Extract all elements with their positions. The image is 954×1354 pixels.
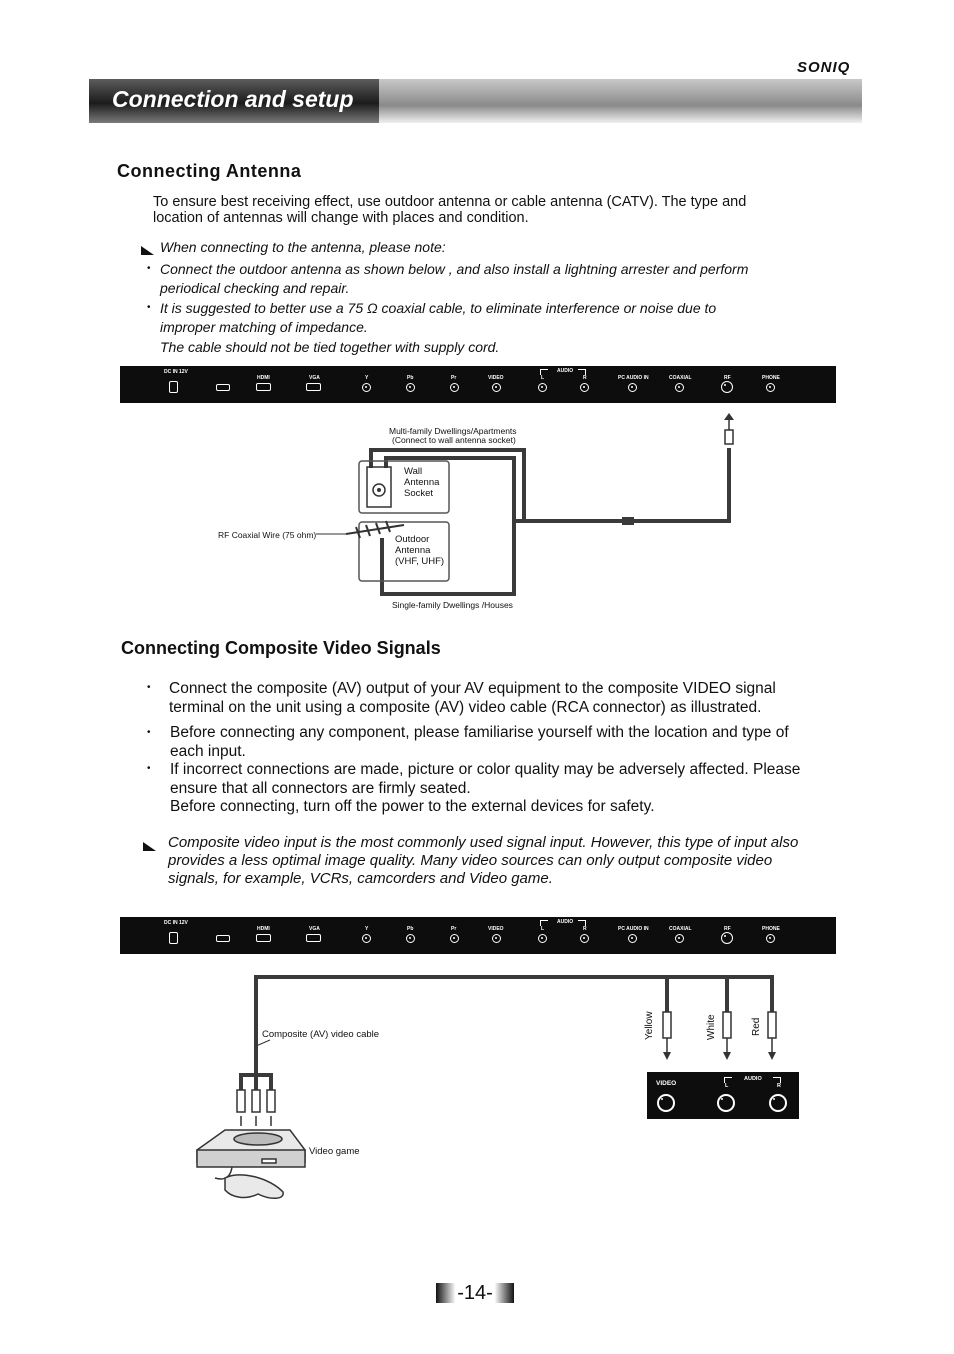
r-label: R: [583, 926, 587, 932]
y-label: Y: [365, 926, 369, 932]
multi-family-sub: (Connect to wall antenna socket): [392, 435, 516, 445]
composite-note-2: provides a less optimal image quality. Many video sources can only output composite video: [168, 852, 773, 869]
bullet-icon: •: [147, 763, 151, 774]
antenna-bullet1-2: periodical checking and repair.: [160, 280, 350, 296]
page-title: Connection and setup: [112, 86, 354, 112]
composite-bullet3-1: If incorrect connections are made, picture or color quality may be adversely affected. Please: [170, 761, 801, 778]
pc-audio-label: PC AUDIO IN: [618, 926, 649, 932]
antenna-bullet2-3: The cable should not be tied together with supply cord.: [160, 339, 500, 355]
bullet-icon: •: [147, 727, 151, 738]
vga-label: VGA: [309, 926, 320, 932]
antenna-bullet2-2: improper matching of impedance.: [160, 319, 368, 335]
video-label: VIDEO: [488, 375, 504, 381]
composite-heading: Connecting Composite Video Signals: [121, 638, 441, 658]
brand-logo: SONIQ: [797, 59, 851, 76]
composite-bullet3-2: ensure that all connectors are firmly seated.: [170, 780, 471, 797]
phone-label: PHONE: [762, 926, 780, 932]
phone-label: PHONE: [762, 375, 780, 381]
dc-label: DC IN 12V: [164, 369, 188, 375]
composite-note-3: signals, for example, VCRs, camcorders and Video game.: [168, 870, 553, 887]
antenna-intro-1: To ensure best receiving effect, use outdoor antenna or cable antenna (CATV). The type and: [153, 194, 747, 210]
outdoor-label-3: (VHF, UHF): [395, 556, 445, 567]
outdoor-label-1: Outdoor: [395, 534, 430, 545]
red-label: Red: [751, 1017, 762, 1036]
pc-audio-label: PC AUDIO IN: [618, 375, 649, 381]
audio-label: AUDIO: [557, 919, 574, 925]
composite-bullet1-1: Connect the composite (AV) output of your AV equipment to the composite VIDEO signal: [169, 680, 776, 697]
box-r-label: R: [777, 1083, 781, 1089]
box-audio-r-jack: [769, 1094, 787, 1112]
composite-bullet2-1: Before connecting any component, please familiarise yourself with the location and type of: [170, 724, 789, 741]
pb-label: Pb: [407, 926, 414, 932]
pr-label: Pr: [451, 375, 457, 381]
wall-label-2: Antenna: [404, 477, 440, 488]
av-device-panel: [647, 1072, 799, 1119]
video-label: VIDEO: [488, 926, 504, 932]
pb-label: Pb: [407, 375, 414, 381]
hdmi-label: HDMI: [257, 375, 270, 381]
av-cable-label: Composite (AV) video cable: [262, 1029, 380, 1040]
box-audio-label: AUDIO: [744, 1076, 762, 1082]
box-l-label: L: [725, 1083, 729, 1089]
box-video-jack: [657, 1094, 675, 1112]
antenna-bullet1-1: Connect the outdoor antenna as shown below , and also install a lightning arrester and perform: [160, 261, 749, 277]
box-audio-l-jack: [717, 1094, 735, 1112]
wall-label-3: Socket: [404, 488, 434, 499]
bullet-icon: •: [147, 302, 151, 313]
white-label: White: [706, 1014, 717, 1040]
wall-label-1: Wall: [404, 466, 423, 477]
multi-family-label: Multi-family Dwellings/Apartments: [389, 426, 517, 436]
outdoor-label-2: Antenna: [395, 545, 431, 556]
box-video-label: VIDEO: [656, 1080, 677, 1087]
antenna-heading: Connecting Antenna: [117, 161, 302, 181]
l-label: L: [541, 375, 545, 381]
page-number: -14-: [457, 1282, 493, 1304]
coaxial-label: COAXIAL: [669, 926, 692, 932]
bullet-icon: •: [147, 263, 151, 274]
antenna-bullet2-1: It is suggested to better use a 75 Ω coaxial cable, to eliminate interference or noise due to: [160, 300, 717, 316]
hdmi-label: HDMI: [257, 926, 270, 932]
pr-label: Pr: [451, 926, 457, 932]
bullet-icon: •: [147, 682, 151, 693]
y-label: Y: [365, 375, 369, 381]
rf-label: RF: [724, 375, 731, 381]
composite-note-1: Composite video input is the most commonly used signal input. However, this type of input also: [168, 834, 799, 851]
single-family-label: Single-family Dwellings /Houses: [392, 600, 513, 610]
r-label: R: [583, 375, 587, 381]
coaxial-label: COAXIAL: [669, 375, 692, 381]
composite-bullet1-2: terminal on the unit using a composite (AV) video cable (RCA connector) as illustrated.: [169, 699, 762, 716]
audio-label: AUDIO: [557, 368, 574, 374]
antenna-note: When connecting to the antenna, please note:: [160, 239, 446, 255]
rf-wire-label: RF Coaxial Wire (75 ohm): [218, 530, 317, 540]
antenna-intro-2: location of antennas will change with places and condition.: [153, 210, 529, 226]
composite-bullet3-3: Before connecting, turn off the power to the external devices for safety.: [170, 798, 655, 815]
dc-label: DC IN 12V: [164, 920, 188, 926]
composite-bullet2-2: each input.: [170, 743, 246, 760]
vga-label: VGA: [309, 375, 320, 381]
rf-label: RF: [724, 926, 731, 932]
yellow-label: Yellow: [644, 1011, 655, 1040]
l-label: L: [541, 926, 545, 932]
video-game-label: Video game: [309, 1146, 360, 1157]
